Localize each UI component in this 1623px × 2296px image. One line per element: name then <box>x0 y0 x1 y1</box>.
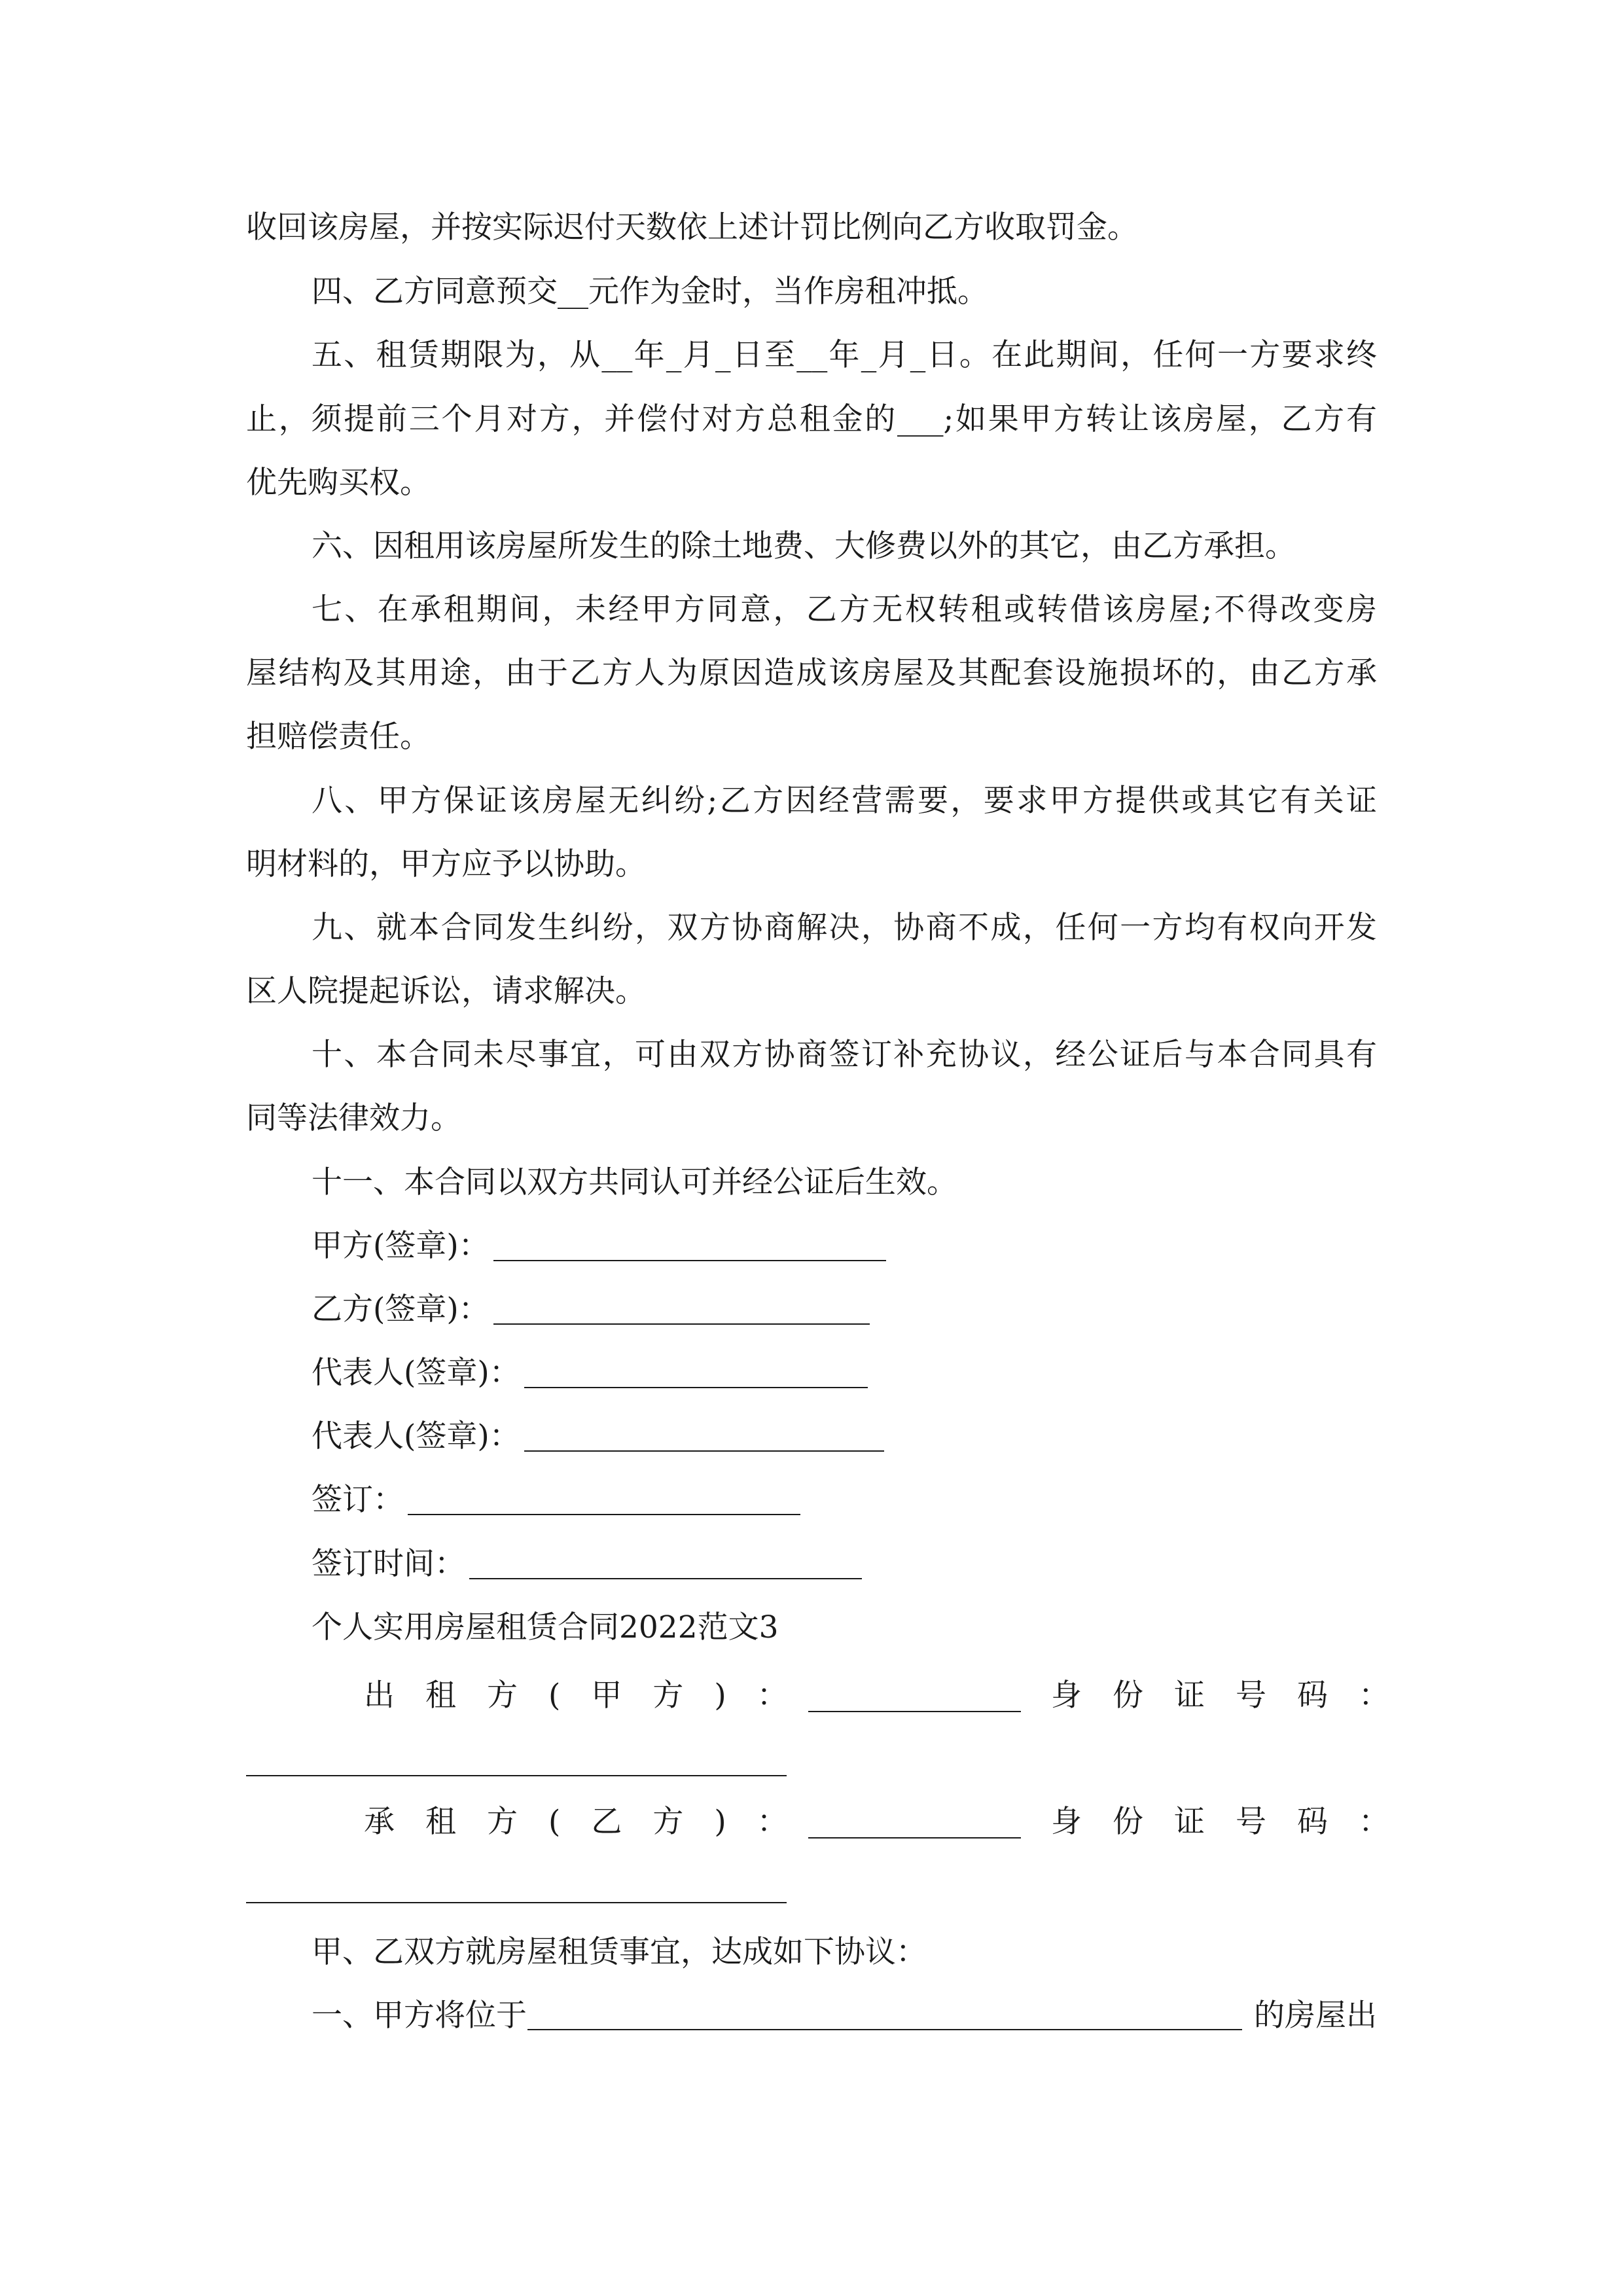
rep-a-signature-row <box>312 1354 868 1393</box>
clause-7-line-1: 七、在承租期间，未经甲方同意，乙方无权转租或转借该房屋;不得改变房 <box>312 592 1377 628</box>
paragraph-line: 收回该房屋，并按实际迟付天数依上述计罚比例向乙方收取罚金。 <box>246 209 1138 245</box>
lessee-id-field[interactable] <box>246 1902 787 1903</box>
rep-a-signature-field[interactable] <box>524 1358 868 1388</box>
party-a-signature-label: 甲方(签章)： <box>312 1228 490 1264</box>
signed-time-label: 签订时间： <box>312 1546 465 1582</box>
lessee-label: 承 租 方 ( 乙 方 ) ： <box>364 1804 788 1840</box>
clause-1-suffix: 的房屋出 <box>1254 1998 1377 2034</box>
clause-7-line-2: 屋结构及其用途，由于乙方人为原因造成该房屋及其配套设施损坏的，由乙方承 <box>246 655 1377 691</box>
clause-9-line-1: 九、就本合同发生纠纷，双方协商解决，协商不成，任何一方均有权向开发 <box>312 910 1377 946</box>
rep-b-signature-field[interactable] <box>524 1422 884 1452</box>
lessor-id-label: 身 份 证 号 码 ： <box>1051 1677 1389 1713</box>
clause-11: 十一、本合同以双方共同认可并经公证后生效。 <box>312 1164 957 1200</box>
rep-b-signature-label: 代表人(签章)： <box>312 1418 520 1454</box>
lessor-name-field[interactable] <box>808 1711 1021 1712</box>
party-a-signature-row <box>312 1227 886 1266</box>
clause-6: 六、因租用该房屋所发生的除土地费、大修费以外的其它，由乙方承担。 <box>312 528 1296 564</box>
party-b-signature-field[interactable] <box>493 1295 870 1325</box>
clause-9-line-2: 区人院提起诉讼，请求解决。 <box>246 973 646 1009</box>
clause-4: 四、乙方同意预交__元作为金时，当作房租冲抵。 <box>312 274 988 310</box>
clause-10-line-1: 十、本合同未尽事宜，可由双方协商签订补充协议，经公证后与本合同具有 <box>312 1037 1377 1073</box>
lessee-name-field[interactable] <box>808 1837 1021 1839</box>
clause-5-line-3: 优先购买权。 <box>246 465 431 501</box>
signed-time-field[interactable] <box>469 1549 862 1579</box>
signed-place-field[interactable] <box>408 1485 800 1515</box>
clause-1-prefix: 一、甲方将位于 <box>312 1998 527 2034</box>
agreement-intro: 甲、乙双方就房屋租赁事宜，达成如下协议： <box>312 1934 927 1970</box>
clause-5-line-1: 五、租赁期限为，从__年_月_日至__年_月_日。在此期间，任何一方要求终 <box>312 337 1377 373</box>
clause-7-line-3: 担赔偿责任。 <box>246 719 431 755</box>
party-a-signature-field[interactable] <box>493 1231 886 1261</box>
rep-b-signature-row <box>312 1417 884 1456</box>
contract-3-title: 个人实用房屋租赁合同2022范文3 <box>312 1609 779 1645</box>
party-b-signature-label: 乙方(签章)： <box>312 1291 490 1327</box>
clause-10-line-2: 同等法律效力。 <box>246 1100 461 1136</box>
signed-place-label: 签订： <box>312 1482 404 1518</box>
rep-a-signature-label: 代表人(签章)： <box>312 1355 520 1391</box>
lessor-id-field[interactable] <box>246 1775 787 1776</box>
property-address-field[interactable] <box>527 2029 1242 2030</box>
clause-5-line-2: 止，须提前三个月对方，并偿付对方总租金的___;如果甲方转让该房屋，乙方有 <box>246 401 1377 437</box>
signed-time-row <box>312 1545 862 1584</box>
lessor-label: 出 租 方 ( 甲 方 ) ： <box>364 1677 788 1713</box>
lessee-id-label: 身 份 证 号 码 ： <box>1051 1804 1389 1840</box>
signed-place-row <box>312 1480 800 1520</box>
clause-8-line-1: 八、甲方保证该房屋无纠纷;乙方因经营需要，要求甲方提供或其它有关证 <box>312 783 1377 819</box>
clause-8-line-2: 明材料的，甲方应予以协助。 <box>246 846 646 882</box>
party-b-signature-row <box>312 1290 870 1329</box>
